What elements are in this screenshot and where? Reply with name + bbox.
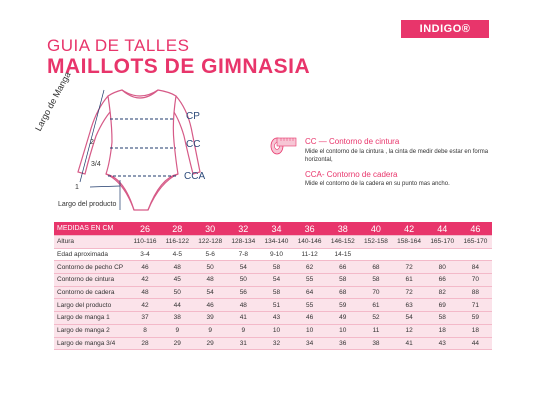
table-cell: 29 [194,337,227,350]
table-cell: 80 [426,261,459,274]
table-cell: 38 [161,312,194,325]
table-row [54,274,492,287]
table-cell: 10 [326,324,359,337]
table-cell: 37 [129,312,161,325]
row-label: Largo de manga 1 [54,312,129,325]
table-cell: 61 [393,274,426,287]
table-cell: 70 [459,274,492,287]
table-cell: 38 [359,337,392,350]
table-cell: 31 [227,337,260,350]
table-cell: 44 [459,337,492,350]
table-cell: 42 [129,274,161,287]
size-header: 26 [129,222,161,236]
table-cell: 134-140 [260,236,293,249]
table-cell: 58 [260,286,293,299]
table-cell: 51 [260,299,293,312]
table-cell: 64 [293,286,326,299]
label-sleeve-length: Largo de Manga [33,70,73,133]
table-cell: 165-170 [426,236,459,249]
table-cell: 69 [426,299,459,312]
table-cell: 11 [359,324,392,337]
table-cell: 9 [194,324,227,337]
label-product-length: Largo del producto [58,201,117,208]
table-cell [359,248,392,261]
row-label: Edad aproximada [54,248,129,261]
table-cell: 61 [359,299,392,312]
table-cell: 68 [326,286,359,299]
table-cell: 59 [326,299,359,312]
table-cell: 58 [326,274,359,287]
page-subtitle: GUIA DE TALLES [47,36,190,55]
table-cell: 36 [326,337,359,350]
table-cell: 152-158 [359,236,392,249]
table-cell: 128-134 [227,236,260,249]
table-cell: 110-116 [129,236,161,249]
table-cell: 48 [194,274,227,287]
table-cell: 4-5 [161,248,194,261]
table-cell: 66 [326,261,359,274]
legend-cc-title: CC — Contorno de cintura [305,137,400,146]
table-header-row [54,222,492,236]
size-header: 46 [459,222,492,236]
table-row [54,286,492,299]
table-cell: 29 [161,337,194,350]
table-cell: 44 [161,299,194,312]
table-cell: 49 [326,312,359,325]
table-cell: 56 [227,286,260,299]
table-cell: 82 [426,286,459,299]
label-sleeve-34: 3/4 [91,161,101,168]
size-header: 40 [359,222,392,236]
table-cell: 84 [459,261,492,274]
table-cell: 50 [227,274,260,287]
table-cell: 32 [260,337,293,350]
table-cell: 72 [393,261,426,274]
row-label: Largo del producto [54,299,129,312]
table-cell: 54 [194,286,227,299]
size-header: 38 [326,222,359,236]
table-cell: 88 [459,286,492,299]
table-cell: 165-170 [459,236,492,249]
table-cell: 18 [459,324,492,337]
table-cell: 58 [260,261,293,274]
table-cell: 43 [426,337,459,350]
legend-cca-title: CCA- Contorno de cadera [305,170,398,179]
table-cell: 48 [227,299,260,312]
size-table [54,222,492,350]
row-label: Contorno de cintura [54,274,129,287]
size-header: 30 [194,222,227,236]
table-row [54,236,492,249]
table-cell: 146-152 [326,236,359,249]
table-cell: 46 [129,261,161,274]
table-cell: 71 [459,299,492,312]
table-cell: 46 [293,312,326,325]
table-row [54,324,492,337]
table-cell: 48 [129,286,161,299]
table-cell: 58 [359,274,392,287]
table-row [54,337,492,350]
table-cell: 50 [161,286,194,299]
table-cell: 34 [293,337,326,350]
legend-cc-description: Mide el contorno de la cintura , la cinta de medir debe estar en forma horizontal, [305,149,489,163]
table-cell: 28 [129,337,161,350]
table-cell: 140-146 [293,236,326,249]
table-row [54,248,492,261]
table-cell: 70 [359,286,392,299]
tape-measure-icon [269,135,299,157]
label-cca: CCA [184,171,206,182]
table-cell: 18 [426,324,459,337]
table-cell: 10 [293,324,326,337]
table-cell: 9 [227,324,260,337]
table-cell: 45 [161,274,194,287]
table-cell: 14-15 [326,248,359,261]
table-row [54,261,492,274]
table-cell: 9 [161,324,194,337]
table-cell: 43 [260,312,293,325]
label-sleeve-1: 1 [75,184,79,191]
table-cell: 55 [293,299,326,312]
size-header: 36 [293,222,326,236]
table-cell: 50 [194,261,227,274]
page-title: MAILLOTS DE GIMNASIA [47,55,311,78]
table-cell: 116-122 [161,236,194,249]
table-cell: 58 [426,312,459,325]
row-label: Contorno de cadera [54,286,129,299]
table-cell: 41 [393,337,426,350]
table-cell: 12 [393,324,426,337]
label-sleeve-2: 2 [90,139,94,146]
table-cell: 54 [227,261,260,274]
table-cell: 5-6 [194,248,227,261]
table-cell: 48 [161,261,194,274]
table-cell [426,248,459,261]
table-cell: 39 [194,312,227,325]
label-cc: CC [186,139,201,150]
table-cell: 66 [426,274,459,287]
size-header: 28 [161,222,194,236]
table-cell: 7-8 [227,248,260,261]
table-cell [393,248,426,261]
table-cell: 11-12 [293,248,326,261]
row-label: Largo de manga 2 [54,324,129,337]
table-cell: 54 [393,312,426,325]
row-label: Altura [54,236,129,249]
table-cell: 8 [129,324,161,337]
table-cell: 10 [260,324,293,337]
table-cell: 9-10 [260,248,293,261]
size-header: 32 [227,222,260,236]
leotard-illustration [50,82,230,217]
label-cp: CP [186,111,200,122]
table-cell: 42 [129,299,161,312]
table-cell: 63 [393,299,426,312]
brand-logo: INDIGO® [401,20,489,38]
size-header: 42 [393,222,426,236]
row-label: Contorno de pecho CP [54,261,129,274]
row-label: Largo de manga 3/4 [54,337,129,350]
table-cell: 62 [293,261,326,274]
table-cell: 52 [359,312,392,325]
size-header: 34 [260,222,293,236]
table-cell: 72 [393,286,426,299]
table-cell: 158-164 [393,236,426,249]
table-cell: 59 [459,312,492,325]
table-header-label: MEDIDAS EN CM [54,222,129,236]
table-cell: 46 [194,299,227,312]
table-cell: 68 [359,261,392,274]
table-cell [459,248,492,261]
legend-cca-description: Mide el contorno de la cadera en su punto mas ancho. [305,181,450,187]
size-header: 44 [426,222,459,236]
table-cell: 55 [293,274,326,287]
table-row [54,299,492,312]
table-row [54,312,492,325]
table-cell: 3-4 [129,248,161,261]
table-cell: 41 [227,312,260,325]
table-cell: 122-128 [194,236,227,249]
table-cell: 54 [260,274,293,287]
